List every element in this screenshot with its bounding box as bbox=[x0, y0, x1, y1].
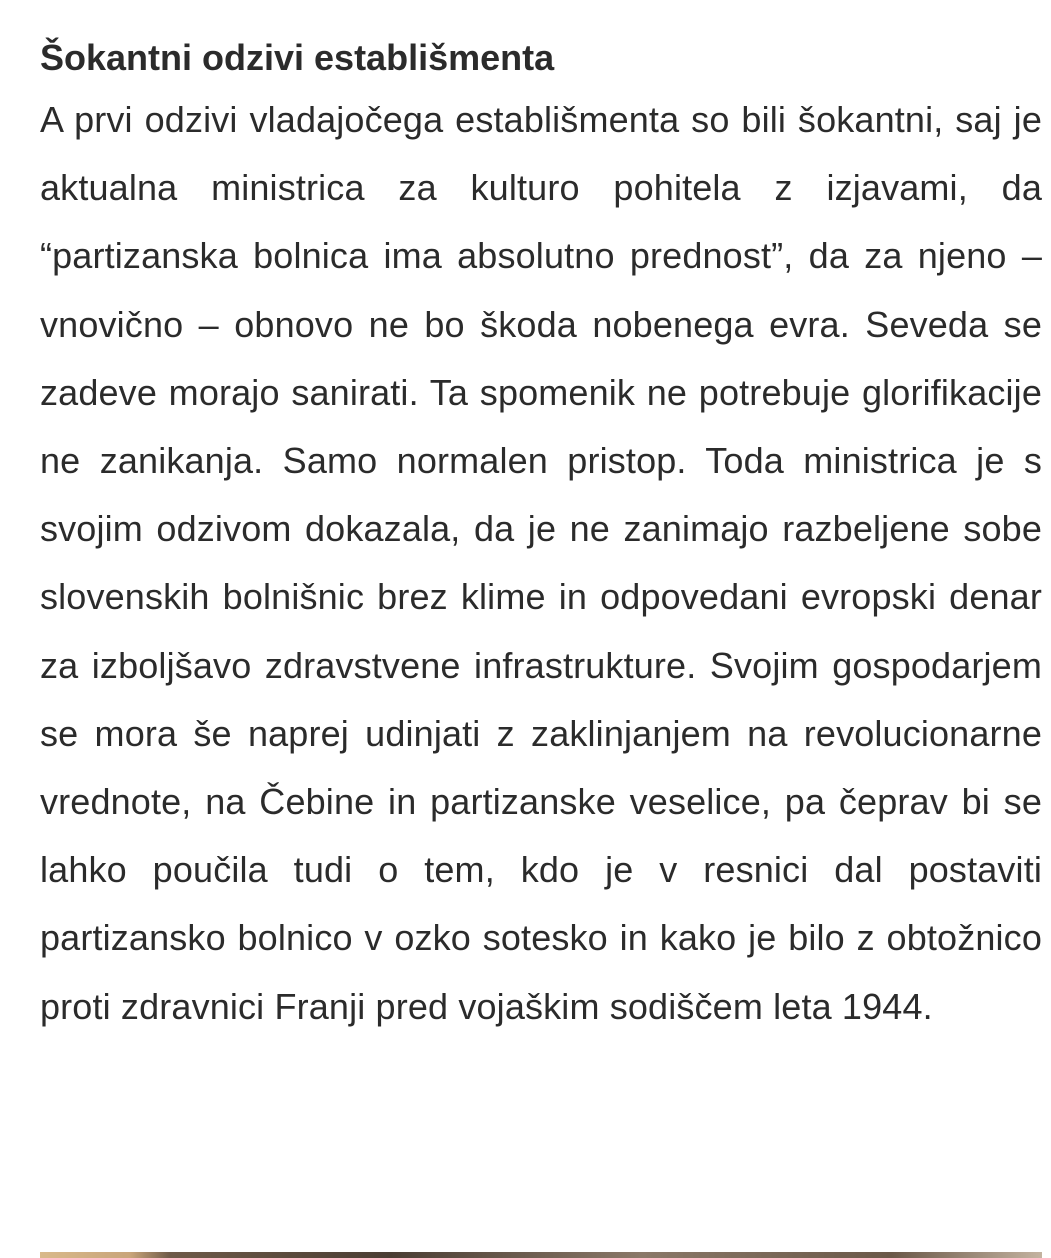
article-paragraph: A prvi odzivi vladajočega establišmenta so bili šokantni, saj je aktualna ministrica za kulturo pohitela z izjavami, da “partizanska bolnica ima absolutno prednost”, da za njeno – vnovično – obnovo ne bo škoda nobenega evra. Seveda se zadeve morajo sanirati. Ta spomenik ne potrebuje glorifikacije ne zanikanja. Samo normalen pristop. Toda ministrica je s svojim odzivom dokazala, da je ne zanimajo razbeljene sobe slovenskih bolnišnic brez klime in odpovedani evropski denar za izboljšavo zdravstvene infrastrukture. Svojim gospodarjem se mora še naprej udinjati z zaklinjanjem na revolucionarne vrednote, na Čebine in partizanske veselice, pa čeprav bi se lahko poučila tudi o tem, kdo je v resnici dal postaviti partizansko bolnico v ozko sotesko in kako je bilo z obtožnico proti zdravnici Franji pred vojaškim sodiščem leta 1944. bbox=[40, 99, 1042, 1027]
article-section bbox=[40, 30, 1042, 1041]
article-image-top-edge bbox=[40, 1252, 1042, 1258]
section-heading: Šokantni odzivi establišmenta bbox=[40, 37, 555, 78]
